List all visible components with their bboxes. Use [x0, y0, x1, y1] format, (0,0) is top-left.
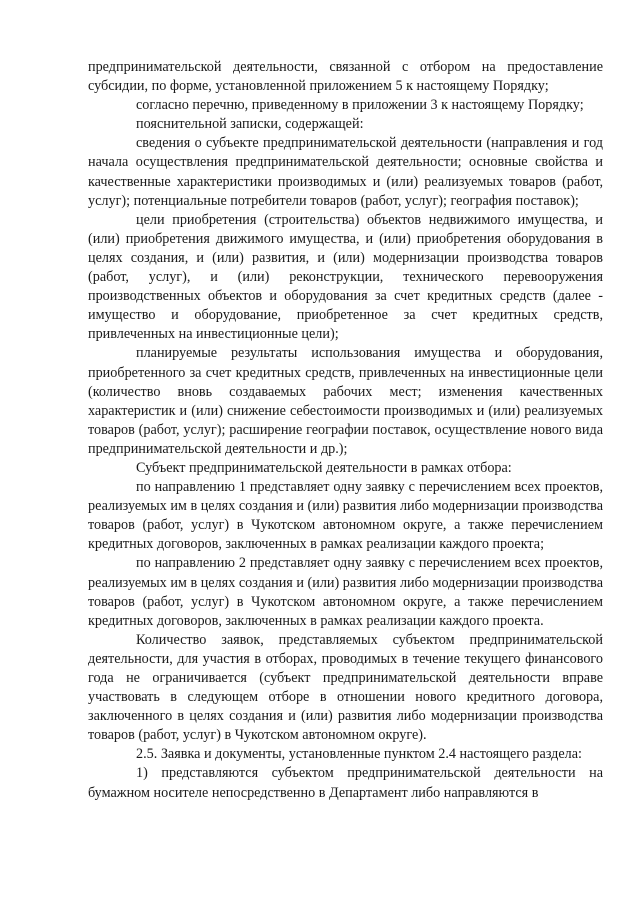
- paragraph-11: 2.5. Заявка и документы, установленные пунктом 2.4 настоящего раздела:: [136, 746, 582, 763]
- paragraph-3: пояснительной записки, содержащей:: [136, 116, 364, 133]
- paragraph-7: Субъект предпринимательской деятельности в рамках отбора:: [136, 459, 512, 476]
- paragraph-2: согласно перечню, приведенному в приложении 3 к настоящему Порядку;: [136, 97, 584, 114]
- paragraph-5: цели приобретения (строительства) объектов недвижимого имущества, и (или) приобретения движимого имущества, и (или) приобретения оборудования в целях создания, и (или) развития, и (или) модернизации производства товаров (работ, услуг), и (или) реконструкции, технического перевооружения производственных объектов и оборудования за счет кредитных средств (далее - имущество и оборудование, приобретенное за счет кредитных средств, привлеченных на инвестиционные цели);: [88, 211, 603, 343]
- document-page: [88, 58, 603, 803]
- paragraph-1: предпринимательской деятельности, связанной с отбором на предоставление субсидии, по форме, установленной приложением 5 к настоящему Порядку;: [88, 59, 603, 95]
- paragraph-6: планируемые результаты использования имущества и оборудования, приобретенного за счет кредитных средств, привлеченных на инвестиционные цели (количество вновь создаваемых рабочих мест; изменения качественных характеристик и (или) снижение себестоимости производимых и (или) реализуемых товаров (работ, услуг); расширение географии поставок, осуществление нового вида предпринимательской деятельности и др.);: [88, 345, 603, 457]
- paragraph-9: по направлению 2 представляет одну заявку с перечислением всех проектов, реализуемых им в целях создания и (или) развития либо модернизации производства товаров (работ, услуг) в Чукотском автономном округе, а также перечислением кредитных договоров, заключенных в рамках реализации каждого проекта.: [88, 555, 603, 629]
- paragraph-12: 1) представляются субъектом предпринимательской деятельности на бумажном носителе непосредственно в Департамент либо направляются в: [88, 765, 603, 801]
- paragraph-4: сведения о субъекте предпринимательской деятельности (направления и год начала осуществления предпринимательской деятельности; основные свойства и качественные характеристики производимых и (или) реализуемых товаров (работ, услуг); потенциальные потребители товаров (работ, услуг); география поставок);: [88, 135, 603, 209]
- paragraph-10: Количество заявок, представляемых субъектом предпринимательской деятельности, для участия в отборах, проводимых в течение текущего финансового года не ограничивается (субъект предпринимательской деятельности вправе участвовать в следующем отборе в отношении нового кредитного договора, заключенного в целях создания и (или) развития либо модернизации производства товаров (работ, услуг) в Чукотском автономном округе).: [88, 631, 603, 744]
- paragraph-8: по направлению 1 представляет одну заявку с перечислением всех проектов, реализуемых им в целях создания и (или) развития либо модернизации производства товаров (работ, услуг) в Чукотском автономном округе, а также перечислением кредитных договоров, заключенных в рамках реализации каждого проекта;: [88, 479, 603, 553]
